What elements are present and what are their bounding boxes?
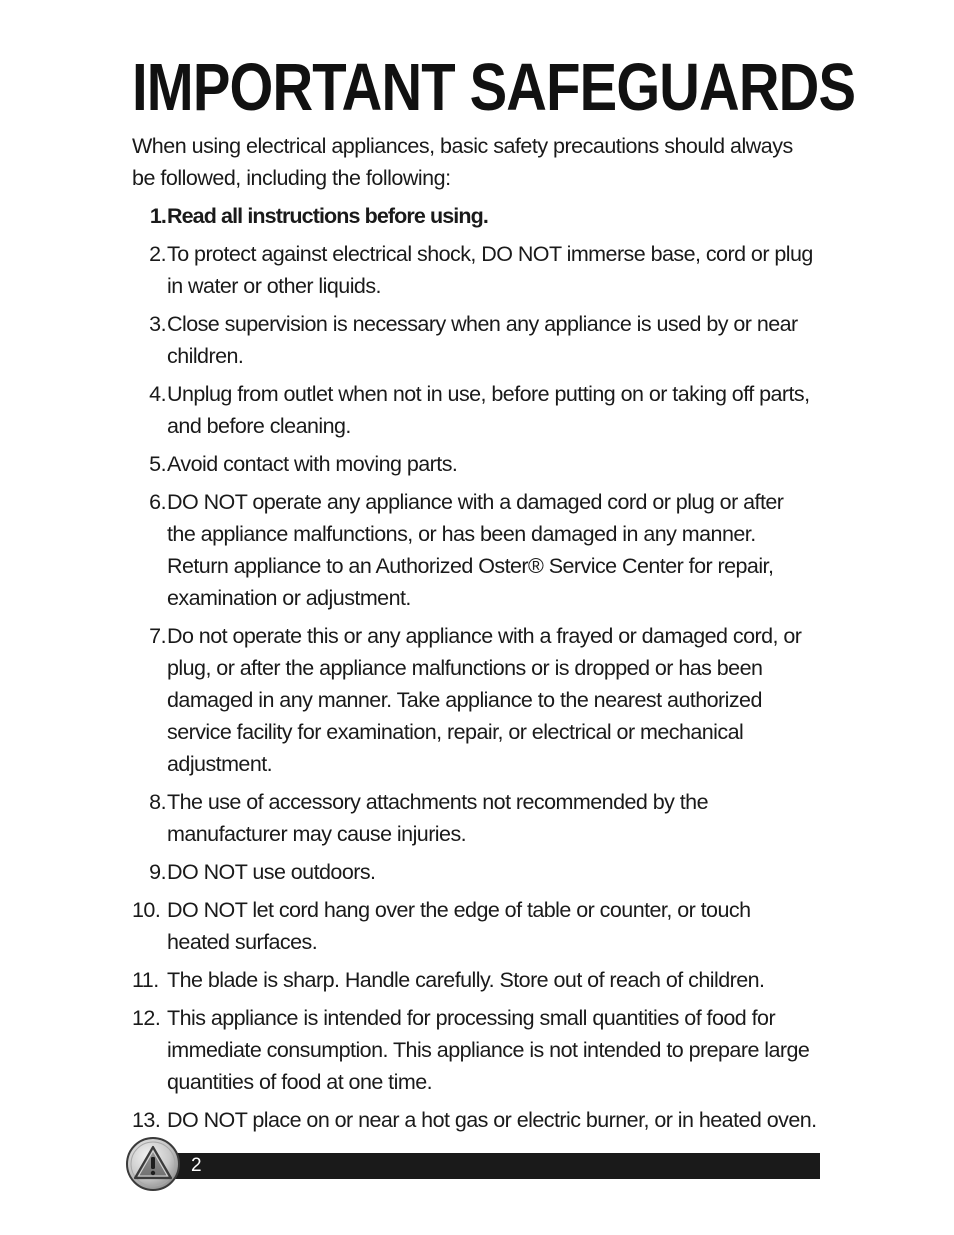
safeguards-list	[132, 200, 817, 1136]
list-item	[132, 894, 817, 958]
item-text: DO NOT use outdoors.	[167, 860, 376, 884]
item-number: 11.	[132, 968, 159, 992]
item-text: To protect against electrical shock, DO NOT immerse base, cord or plug in water or other liquids.	[167, 242, 813, 298]
item-number: 13.	[132, 1108, 161, 1132]
item-number: 5.	[149, 452, 166, 476]
item-text: DO NOT let cord hang over the edge of table or counter, or touch heated surfaces.	[167, 898, 751, 954]
list-item	[132, 486, 817, 614]
item-number: 10.	[132, 898, 161, 922]
item-number: 6.	[149, 490, 166, 514]
item-text: This appliance is intended for processing small quantities of food for immediate consumption. This appliance is not intended to prepare large quantities of food at one time.	[167, 1006, 810, 1094]
safeguards-content	[132, 130, 817, 1142]
item-number: 1.	[149, 204, 166, 228]
item-number: 2.	[149, 242, 166, 266]
list-item	[132, 378, 817, 442]
item-text: DO NOT operate any appliance with a damaged cord or plug or after the appliance malfunctions, or has been damaged in any manner. Return appliance to an Authorized Oster® Service Center for repair, examination or adjustment.	[167, 490, 784, 610]
page-title: IMPORTANT SAFEGUARDS	[132, 50, 856, 125]
item-text: Read all instructions before using.	[167, 204, 488, 228]
list-item	[132, 448, 817, 480]
list-item	[132, 856, 817, 888]
list-item	[132, 200, 817, 232]
item-text: Do not operate this or any appliance with a frayed or damaged cord, or plug, or after the appliance malfunctions or is dropped or has been damaged in any manner. Take appliance to the nearest authorized service facility for examination, repair, or electrical or mechanical adjustment.	[167, 624, 802, 776]
page-number: 2	[191, 1155, 202, 1176]
item-text: Avoid contact with moving parts.	[167, 452, 458, 476]
list-item	[132, 964, 817, 996]
item-text: The blade is sharp. Handle carefully. Store out of reach of children.	[167, 968, 765, 992]
item-text: Unplug from outlet when not in use, before putting on or taking off parts, and before cleaning.	[167, 382, 810, 438]
item-text: The use of accessory attachments not recommended by the manufacturer may cause injuries.	[167, 790, 708, 846]
footer-bar	[152, 1153, 820, 1179]
item-number: 7.	[149, 624, 166, 648]
item-text: DO NOT place on or near a hot gas or electric burner, or in heated oven.	[167, 1108, 817, 1132]
item-number: 8.	[149, 790, 166, 814]
list-item	[132, 1002, 817, 1098]
item-text: Close supervision is necessary when any appliance is used by or near children.	[167, 312, 798, 368]
list-item	[132, 620, 817, 780]
item-number: 3.	[149, 312, 166, 336]
list-item	[132, 238, 817, 302]
list-item	[132, 786, 817, 850]
item-number: 4.	[149, 382, 166, 406]
intro-paragraph: When using electrical appliances, basic safety precautions should always be followed, including the following:	[132, 134, 793, 190]
list-item	[132, 1104, 817, 1136]
item-number: 12.	[132, 1006, 161, 1030]
list-item	[132, 308, 817, 372]
warning-triangle-icon	[125, 1136, 181, 1192]
item-number: 9.	[149, 860, 166, 884]
